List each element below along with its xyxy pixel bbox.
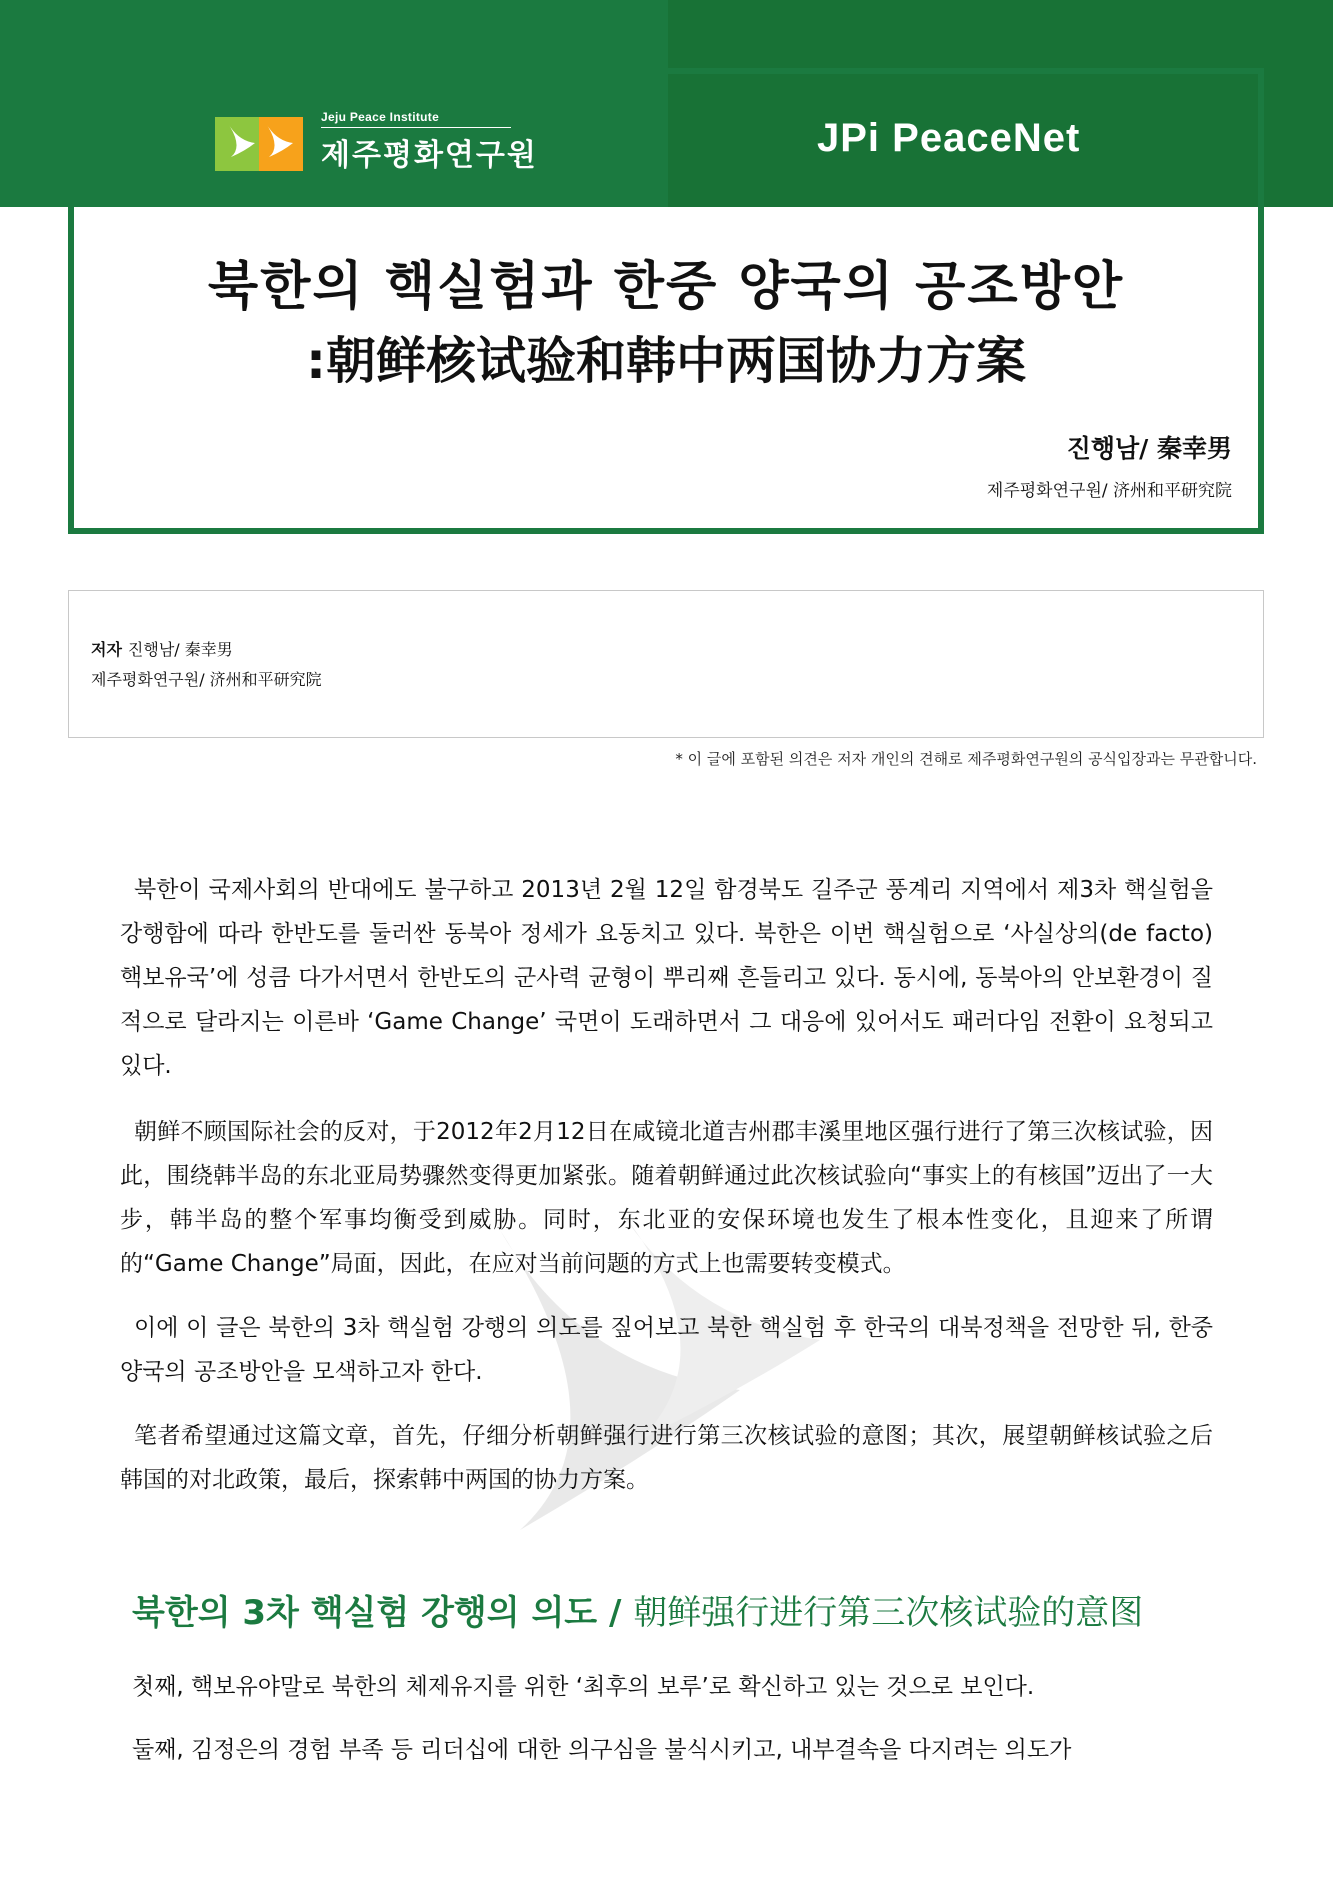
point-second: 둘째, 김정은의 경험 부족 등 리더십에 대한 의구심을 불식시키고, 내부결속을 다지려는 의도가 xyxy=(132,1737,1072,1763)
author-name: 진행남/ 秦幸男 xyxy=(1066,434,1232,463)
peacenet-logo[interactable]: JPi PeaceNet xyxy=(817,116,1081,160)
paragraph-aim-zh xyxy=(120,1414,1213,1502)
author-label: 저자 xyxy=(91,640,122,659)
dove-logo-icon xyxy=(215,111,307,173)
paragraph-aim-ko xyxy=(120,1306,1213,1394)
info-affiliation: 제주평화연구원/ 济州和平研究院 xyxy=(91,670,322,689)
point-first: 첫째, 핵보유야말로 북한의 체제유지를 위한 ‘최후의 보루’로 확신하고 있는 것으로 보인다. xyxy=(132,1674,1035,1700)
paragraph-text: 朝鲜不顾国际社会的反对，于2012年2月12日在咸镜北道吉州郡丰溪里地区强行进行了第三次核试验，因此，围绕韩半岛的东北亚局势骤然变得更加紧张。随着朝鲜通过此次核试验向“事实上的有核国”迈出了一大步，韩半岛的整个军事均衡受到威胁。同时，东北亚的安保环境也发生了根本性变化，且迎来了所谓的“Game Change”局面，因此，在应对当前问题的方式上也需要转变模式。 xyxy=(120,1119,1213,1277)
paragraph-text: 이에 이 글은 북한의 3차 핵실험 강행의 의도를 짚어보고 북한 핵실험 후 한국의 대북정책을 전망한 뒤, 한중 양국의 공조방안을 모색하고자 한다. xyxy=(120,1315,1213,1385)
logo-korean-text: 제주평화연구원 xyxy=(321,138,538,173)
paragraph-intro-ko xyxy=(120,868,1213,1088)
header-box xyxy=(68,68,1264,534)
section-heading-zh: 朝鲜强行进行第三次核试验的意图 xyxy=(633,1593,1144,1633)
section-heading xyxy=(132,1585,1143,1634)
logo-english-text: Jeju Peace Institute xyxy=(321,110,511,128)
author-affiliation: 제주평화연구원/ 济州和平研究院 xyxy=(986,481,1232,501)
paragraph-text: 笔者希望通过这篇文章，首先，仔细分析朝鲜强行进行第三次核试验的意图；其次，展望朝鲜核试验之后韩国的对北政策，最后，探索韩中两国的协力方案。 xyxy=(120,1423,1213,1493)
section-heading-ko: 북한의 3차 핵실험 강행의 의도 / xyxy=(132,1593,622,1633)
title-chinese: :朝鲜核试验和韩中两国协力方案 xyxy=(306,332,1026,390)
paragraph-text: 북한이 국제사회의 반대에도 불구하고 2013년 2월 12일 함경북도 길주군 풍계리 지역에서 제3차 핵실험을 강행함에 따라 한반도를 둘러싼 동북아 정세가 요동치고 있다. 북한은 이번 핵실험으로 ‘사실상의(de facto) 핵보유국’에 성큼 다가서면서 한반도의 군사력 균형이 뿌리째 흔들리고 있다. 동시에, 동북아의 안보환경이 질적으로 달라지는 이른바 ‘Game Change’ 국면이 도래하면서 그 대응에 있어서도 패러다임 전환이 요청되고 있다. xyxy=(120,877,1213,1079)
info-author: 진행남/ 秦幸男 xyxy=(127,640,233,659)
info-author-line xyxy=(91,637,233,660)
jeju-peace-institute-logo[interactable] xyxy=(215,110,538,174)
author-info-box xyxy=(68,590,1264,738)
disclaimer: * 이 글에 포함된 의견은 저자 개인의 견해로 제주평화연구원의 공식입장과는 무관합니다. xyxy=(675,750,1257,768)
paragraph-intro-zh xyxy=(120,1110,1213,1286)
title-korean: 북한의 핵실험과 한중 양국의 공조방안 xyxy=(207,257,1125,317)
header-logo-area xyxy=(74,74,1258,213)
